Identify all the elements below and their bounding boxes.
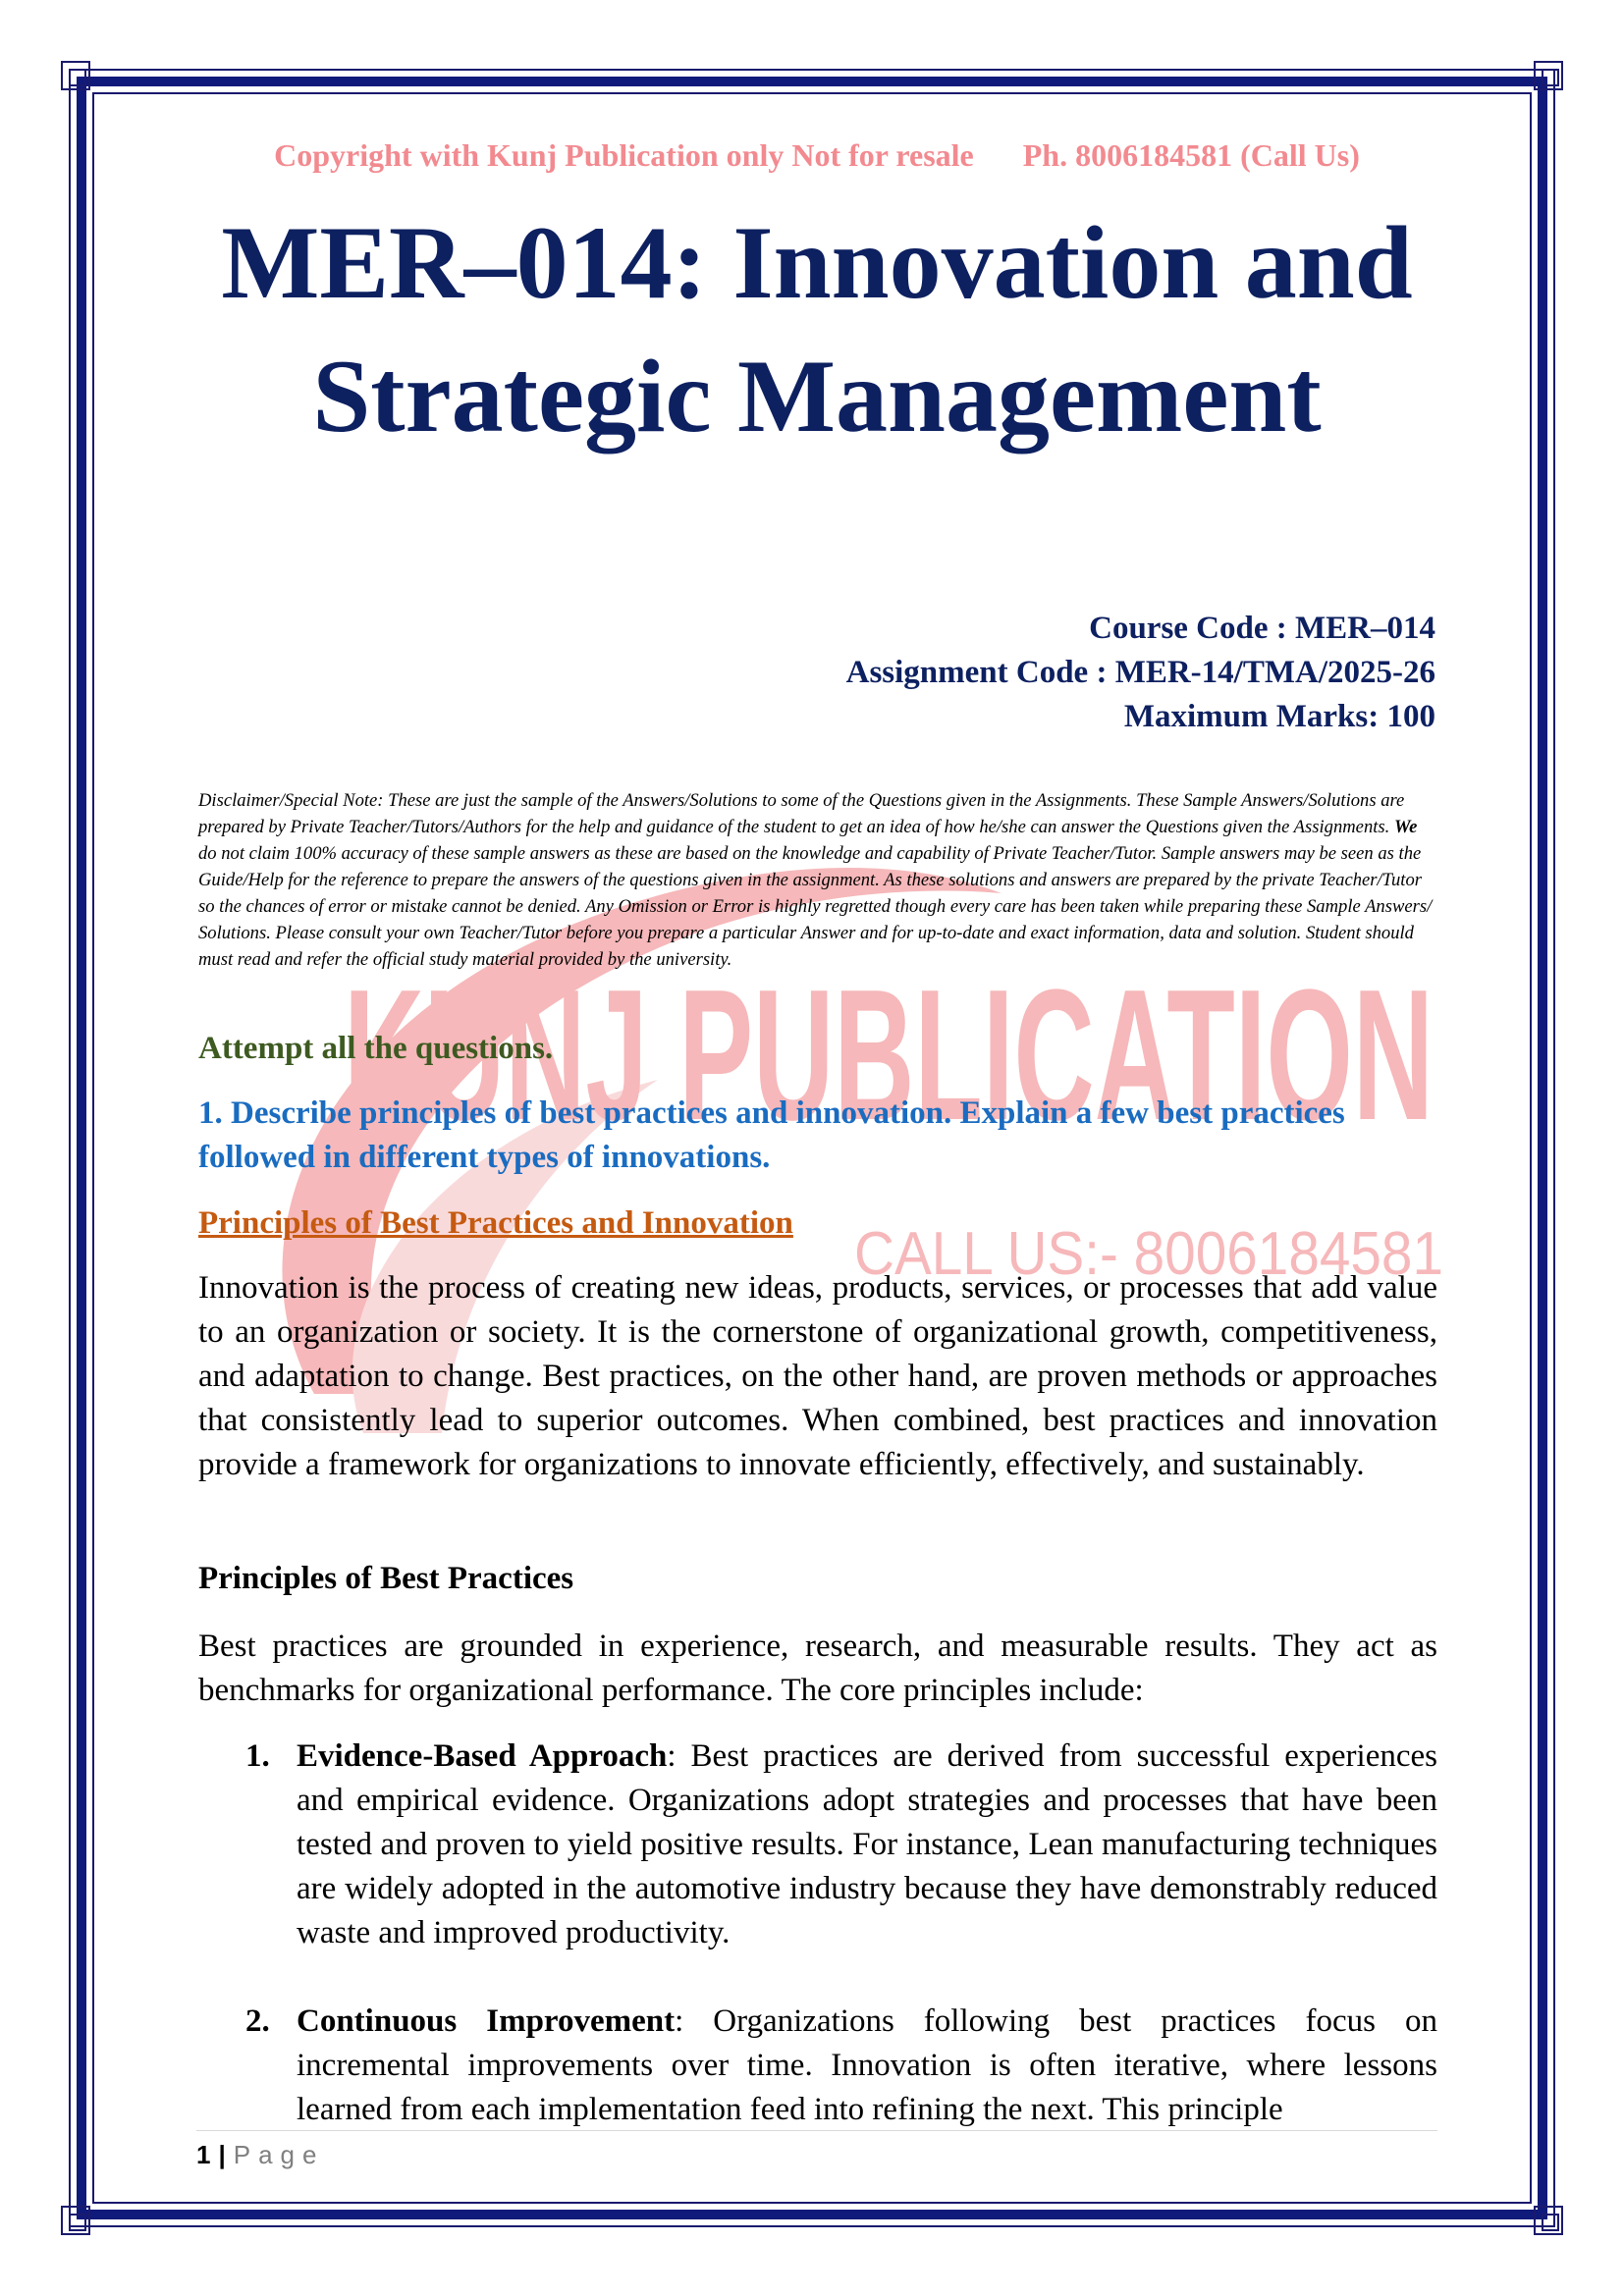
disclaimer-we: We [1393, 817, 1418, 837]
disclaimer-part-1: Disclaimer/Special Note: These are just the sample of the Answers/Solutions to some of the Questions given in the Assignments. These Sample Answers/Solutions are prepared by Private Teacher/Tutors/Authors for the help and guidance of the student to get an idea of how he/she can answer the Questions given the Assignments. [198, 790, 1405, 837]
page-footer [196, 2140, 324, 2170]
list-item-term: Continuous Improvement [297, 2003, 676, 2039]
page-number: 1 [196, 2140, 211, 2169]
course-codes-block [846, 607, 1435, 739]
principles-list-part-1 [198, 1735, 1437, 1955]
footer-separator: | [218, 2140, 226, 2169]
page-label: Page [233, 2140, 325, 2169]
disclaimer-note [198, 787, 1437, 973]
assignment-code: Assignment Code : MER-14/TMA/2025-26 [845, 655, 1435, 690]
instruction-text: Attempt all the questions. [198, 1031, 554, 1066]
disclaimer-part-2: do not claim 100% accuracy of these sample answers as these are based on the knowledge and capability of Private Teacher/Tutor. Sample answers may be seen as the Guide/Help for the reference to prepare the answers of the questions given in the assignment. As these solutions and answers are prepared by the private Teacher/Tutor so the chances of error or mistake cannot be denied. Any Omission or Error is highly regretted though every care has been taken while preparing these Sample Answers/ Solutions. Please consult your own Teacher/Tutor before you prepare a particular Answer and for up-to-date and exact information, data and solution. Student should must read and refer the official study material provided by the university. [198, 843, 1433, 970]
document-title [198, 196, 1435, 463]
list-item-number: 1. [245, 1738, 270, 1774]
list-item-text: : Organizations following best practices focus on incremental improvements over time. Innovation is often iterative, where lessons learned from each implementation feed into refining the next. This principle [297, 2003, 1437, 2127]
intro-paragraph: Innovation is the process of creating new ideas, products, services, or processes that add value to an organization or society. It is the cornerstone of organizational growth, competitiveness, and adaptation to change. Best practices, on the other hand, are proven methods or approaches that consistently lead to superior outcomes. When combined, best practices and innovation provide a framework for organizations to innovate efficiently, effectively, and sustainably. [198, 1270, 1437, 1482]
corner-ornament-bottom-right [1534, 2206, 1563, 2235]
corner-ornament-bottom-left [61, 2206, 90, 2235]
footer-divider [196, 2130, 1437, 2131]
list-item [198, 1735, 1437, 1955]
list-item [198, 2000, 1437, 2132]
watermark-brand-text: KUNJ PUBLICATION [344, 951, 1434, 1159]
sub-heading: Principles of Best Practices [198, 1561, 574, 1596]
section-heading: Principles of Best Practices and Innovation [198, 1205, 793, 1241]
list-item-number: 2. [245, 2003, 270, 2039]
course-code: Course Code : MER–014 [1089, 611, 1435, 646]
corner-ornament-top-left [61, 61, 90, 90]
list-item-text: : Best practices are derived from successful experiences and empirical evidence. Organizations adopt strategies and processes that have been tested and proven to yield positive results. For instance, Lean manufacturing techniques are widely adopted in the automotive industry because they have demonstrably reduced waste and improved productivity. [297, 1738, 1437, 1950]
phone-text: Ph. 8006184581 (Call Us) [1022, 137, 1360, 173]
title-line-1: MER–014: Innovation and [221, 205, 1413, 320]
corner-ornament-top-right [1534, 61, 1563, 90]
principles-paragraph: Best practices are grounded in experience, research, and measurable results. They act as benchmarks for organizational performance. The core principles include: [198, 1629, 1437, 1708]
question-1: 1. Describe principles of best practices and innovation. Explain a few best practices followed in different types of innovations. [198, 1095, 1345, 1175]
copyright-header [198, 137, 1435, 174]
title-line-2: Strategic Management [312, 339, 1322, 454]
list-item-term: Evidence-Based Approach [297, 1738, 668, 1774]
maximum-marks: Maximum Marks: 100 [1123, 699, 1435, 734]
watermark-call-text: CALL US:- 8006184581 [854, 1220, 1443, 1288]
copyright-text: Copyright with Kunj Publication only Not for resale [274, 137, 974, 173]
principles-list-part-2 [198, 2000, 1437, 2132]
